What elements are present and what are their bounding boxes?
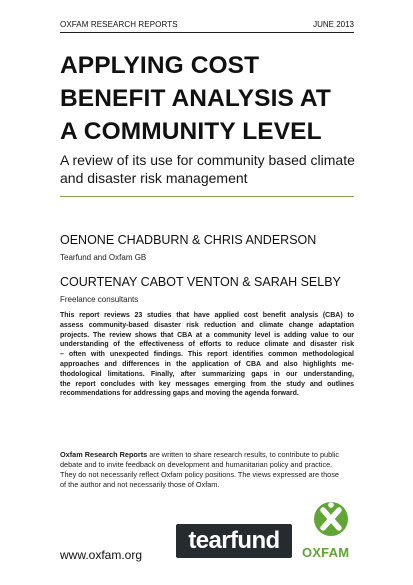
abstract-line: assess community-based disaster risk reduction and climate change adaptation: [60, 321, 354, 329]
abstract-line: This report reviews 23 studies that have applied cost benefit analysis (CBA) to: [60, 312, 354, 319]
subtitle-line: A review of its use for community based climate: [60, 152, 355, 168]
author-affiliation: Freelance consultants: [60, 295, 139, 304]
tearfund-logo: [176, 524, 292, 558]
website-link[interactable]: www.oxfam.org: [60, 548, 143, 562]
abstract-line: understanding of the effectiveness of efforts to reduce climate and disaster risk: [60, 341, 354, 349]
oxfam-logo-text: OXFAM: [302, 545, 350, 560]
author-names: OENONE CHADBURN & CHRIS ANDERSON: [60, 233, 317, 247]
title-line: A COMMUNITY LEVEL: [60, 118, 322, 145]
abstract: [60, 311, 354, 399]
abstract-line: the report concludes with key messages emerging from the study and outlines: [60, 380, 354, 388]
abstract-line: projects. The review shows that CBA at a community level is adding value to our: [60, 331, 354, 339]
subtitle-line: and disaster risk management: [60, 170, 248, 186]
top-divider: [60, 32, 354, 33]
disclaimer-line: debate and to invite feedback on development and humanitarian policy and practice.: [60, 460, 333, 469]
report-title: [60, 49, 360, 148]
disclaimer-line: of the author and not necessarily those of Oxfam.: [60, 480, 220, 489]
disclaimer-line: They do not necessarily reflect Oxfam policy positions. The views expressed are those: [60, 470, 339, 479]
disclaimer: [60, 450, 360, 490]
author-affiliation: Tearfund and Oxfam GB: [60, 253, 147, 262]
disclaimer-lead: Oxfam Research Reports: [60, 450, 148, 459]
report-date: JUNE 2013: [313, 20, 354, 29]
abstract-line: approaches and differences in the application of CBA and also highlights me-: [60, 360, 354, 368]
report-subtitle: [60, 151, 360, 187]
disclaimer-text: are written to share research results, to contribute to public: [147, 450, 340, 459]
abstract-line: thodological limitations. Finally, after summarizing gaps in our understanding,: [60, 370, 354, 378]
abstract-line: – often with unexpected findings. This report identifies common methodological: [60, 351, 354, 359]
title-line: APPLYING COST: [60, 52, 260, 79]
green-divider: [60, 196, 354, 197]
tearfund-logo-text: tearfund: [188, 527, 280, 554]
report-series: OXFAM RESEARCH REPORTS: [60, 20, 178, 29]
abstract-line: recommendations for addressing gaps and moving the agenda forward.: [60, 390, 299, 398]
author-names: COURTENAY CABOT VENTON & SARAH SELBY: [60, 275, 341, 289]
title-line: BENEFIT ANALYSIS AT: [60, 85, 331, 112]
disclaimer-line: [60, 450, 360, 460]
